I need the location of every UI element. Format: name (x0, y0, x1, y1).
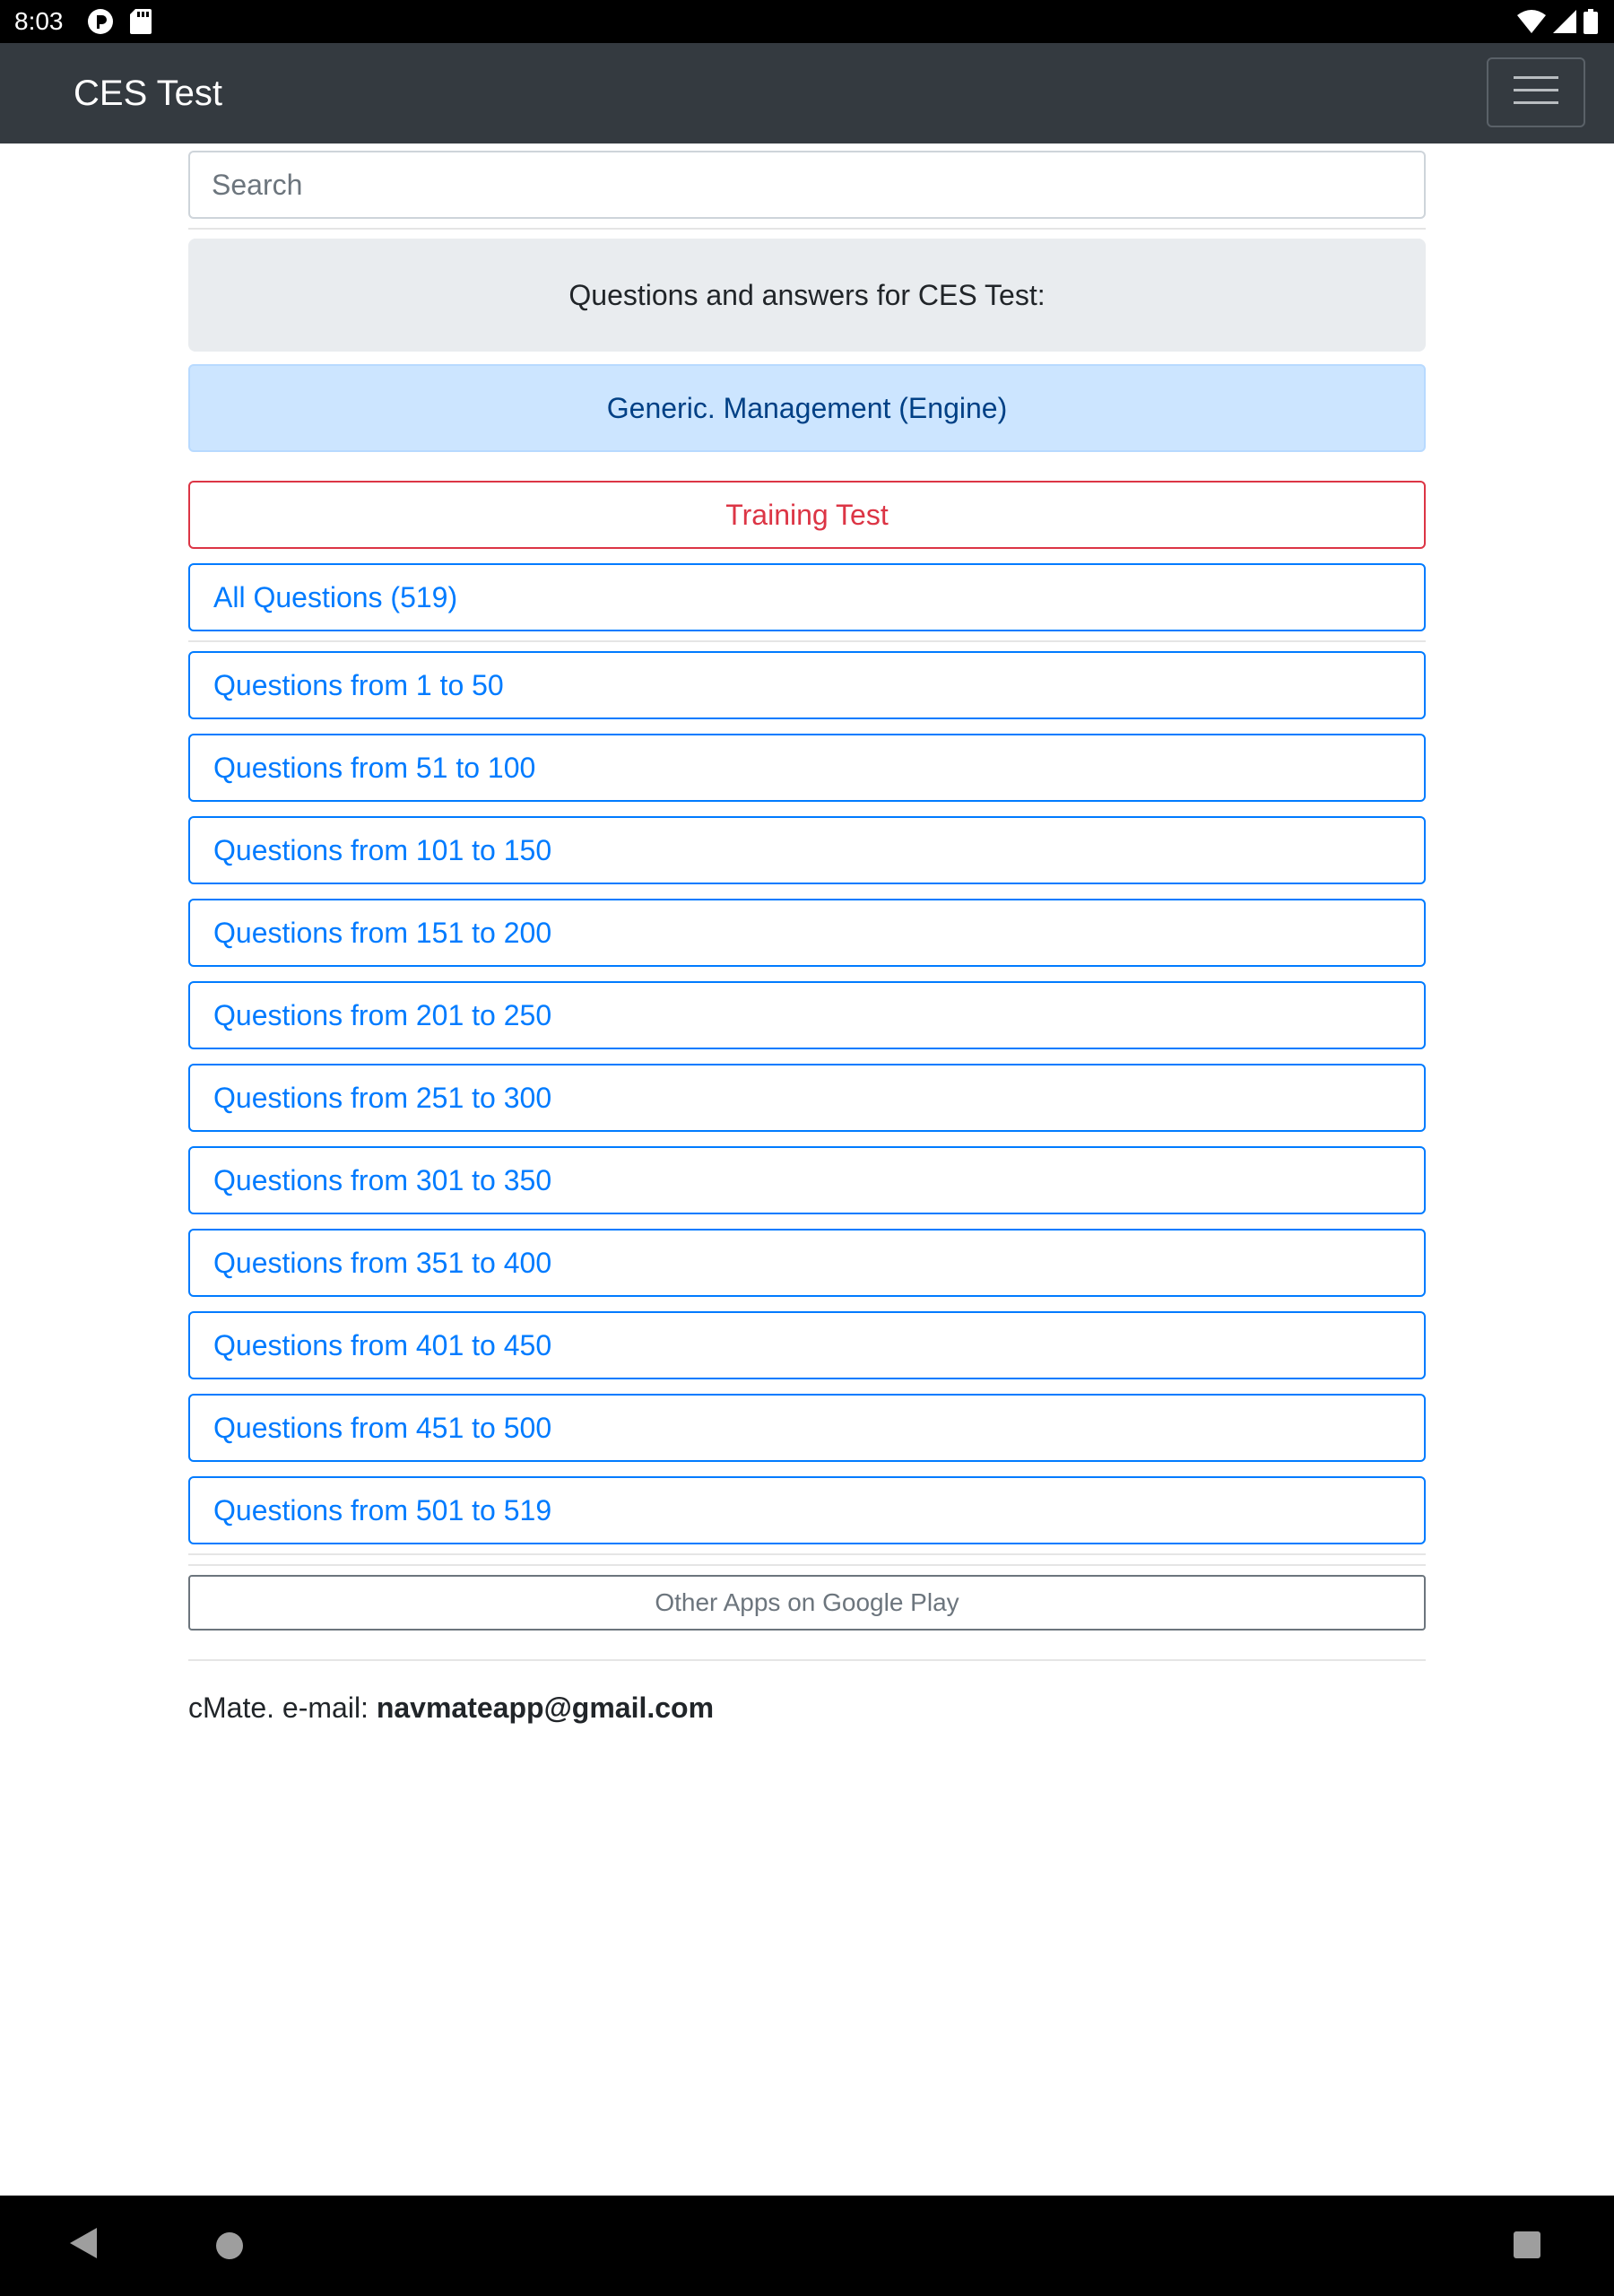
range-button-401-450[interactable] (188, 1311, 1426, 1379)
range-button-51-100[interactable] (188, 734, 1426, 802)
divider (188, 228, 1426, 230)
range-button-501-519[interactable] (188, 1476, 1426, 1544)
range-label: Questions from 401 to 450 (213, 1328, 552, 1361)
range-button-351-400[interactable] (188, 1229, 1426, 1297)
range-label: Questions from 451 to 500 (213, 1411, 552, 1444)
range-button-201-250[interactable] (188, 981, 1426, 1049)
divider (188, 640, 1426, 642)
range-label: Questions from 201 to 250 (213, 998, 552, 1031)
header-panel (188, 239, 1426, 352)
recents-icon[interactable] (1514, 2231, 1540, 2263)
top-navbar (0, 43, 1614, 144)
footer-prefix: cMate. e-mail: (188, 1692, 377, 1724)
divider (188, 1564, 1426, 1566)
training-test-button[interactable] (188, 481, 1426, 549)
signal-icon (1553, 10, 1576, 33)
status-time: 8:03 (14, 7, 64, 35)
category-text: Generic. Management (Engine) (606, 391, 1008, 424)
navbar-brand[interactable]: CES Test (74, 73, 222, 113)
range-label: Questions from 101 to 150 (213, 833, 552, 866)
range-label: Questions from 351 to 400 (213, 1246, 552, 1279)
range-label: Questions from 501 to 519 (213, 1493, 552, 1526)
all-questions-button[interactable] (188, 563, 1426, 631)
range-button-251-300[interactable] (188, 1064, 1426, 1132)
pocket-casts-icon (87, 8, 114, 35)
hamburger-menu-icon (1514, 74, 1558, 112)
header-panel-text: Questions and answers for CES Test: (568, 278, 1046, 311)
other-apps-button[interactable] (188, 1575, 1426, 1631)
range-label: Questions from 301 to 350 (213, 1163, 552, 1196)
divider (188, 1659, 1426, 1661)
footer-email[interactable]: navmateapp@gmail.com (376, 1692, 715, 1724)
training-test-label: Training Test (725, 498, 889, 531)
range-label: Questions from 251 to 300 (213, 1081, 552, 1114)
navbar-toggler-button[interactable] (1487, 57, 1585, 127)
system-nav-bar (0, 2196, 1614, 2296)
range-label: Questions from 1 to 50 (213, 668, 504, 701)
search-input[interactable] (188, 151, 1426, 219)
all-questions-label: All Questions (519) (213, 580, 458, 613)
wifi-icon (1517, 10, 1546, 33)
battery-icon (1584, 9, 1598, 34)
status-bar (0, 0, 1614, 43)
sd-card-icon (130, 9, 152, 34)
range-button-1-50[interactable] (188, 651, 1426, 719)
range-button-101-150[interactable] (188, 816, 1426, 884)
category-banner (188, 364, 1426, 452)
range-button-151-200[interactable] (188, 899, 1426, 967)
range-button-451-500[interactable] (188, 1394, 1426, 1462)
divider (188, 1553, 1426, 1555)
home-icon[interactable] (215, 2231, 244, 2265)
range-label: Questions from 151 to 200 (213, 916, 552, 949)
back-icon[interactable] (70, 2228, 97, 2263)
other-apps-label: Other Apps on Google Play (655, 1588, 959, 1616)
question-range-list (188, 651, 1426, 1544)
range-label: Questions from 51 to 100 (213, 751, 536, 784)
range-button-301-350[interactable] (188, 1146, 1426, 1214)
footer-contact (188, 1692, 1426, 1725)
main-container (188, 151, 1426, 1725)
